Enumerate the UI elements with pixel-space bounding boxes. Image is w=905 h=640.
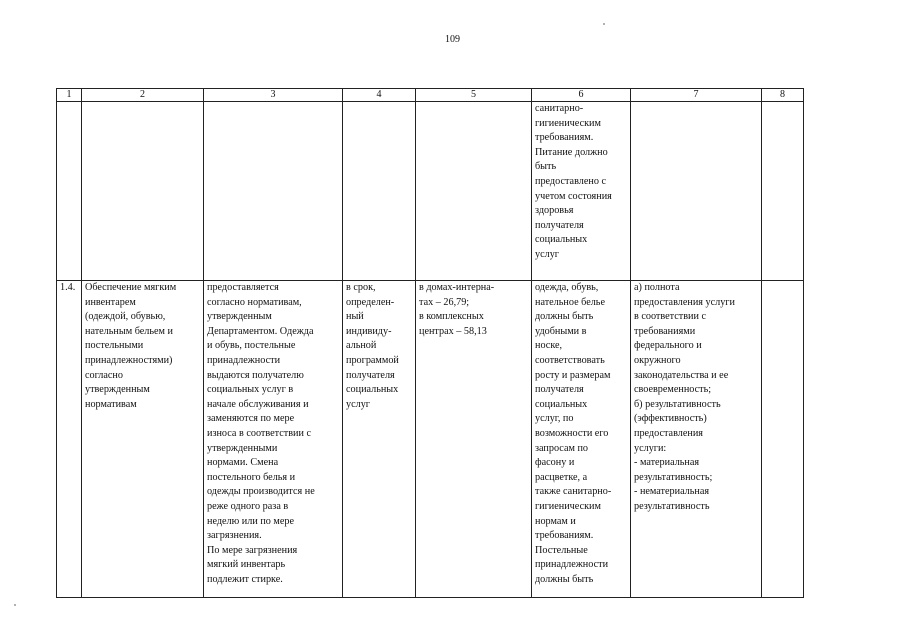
cont-cell-5: [416, 102, 532, 281]
column-header-4: 4: [343, 89, 416, 102]
page-number: 109: [445, 34, 460, 45]
column-number-header-row: [57, 89, 804, 102]
service-tariff: в домах-интерна- тах – 26,79; в комплексных центрах – 58,13: [416, 281, 532, 598]
column-header-1: 1: [57, 89, 82, 102]
services-table: [56, 88, 804, 598]
column-header-2: 2: [82, 89, 204, 102]
column-header-6: 6: [532, 89, 631, 102]
notes-cell: [762, 281, 804, 598]
scan-speck: [603, 23, 605, 25]
item-number: 1.4.: [57, 281, 82, 598]
table-row-1-4: [57, 281, 804, 598]
cont-cell-4: [343, 102, 416, 281]
continuation-row: [57, 102, 804, 281]
cont-cell-3: [204, 102, 343, 281]
column-header-7: 7: [631, 89, 762, 102]
cont-cell-2: [82, 102, 204, 281]
scan-speck: [14, 604, 16, 606]
service-description: предоставляется согласно нормативам, утвержденным Департаментом. Одежда и обувь, постельные принадлежности выдаются получателю социальных услуг в начале обслуживания и заменяются по мере износа в соответствии с утвержденными нормами. Смена постельного белья и одежды производится не реже одного раза в неделю или по мере загрязнения. По мере загрязнения мягкий инвентарь подлежит стирке.: [204, 281, 343, 598]
evaluation-criteria: а) полнота предоставления услуги в соответствии с требованиями федерального и окружного законодательства и ее своевременность; б) результативность (эффективность) предоставления услуги: - материальная результативность; - нематериальная результативность: [631, 281, 762, 598]
cont-quality-requirements: санитарно- гигиеническим требованиям. Питание должно быть предоставлено с учетом состояния здоровья получателя социальных услуг: [532, 102, 631, 281]
cont-cell-7: [631, 102, 762, 281]
quality-requirements: одежда, обувь, нательное белье должны быть удобными в носке, соответствовать росту и размерам получателя социальных услуг, по возможности его запросам по фасону и расцветке, а также санитарно- гигиеническим нормам и требованиям. Постельные принадлежности должны быть: [532, 281, 631, 598]
service-name: Обеспечение мягким инвентарем (одеждой, обувью, нательным бельем и постельными принадлежностями) согласно утвержденным нормативам: [82, 281, 204, 598]
cont-cell-1: [57, 102, 82, 281]
cont-cell-8: [762, 102, 804, 281]
column-header-5: 5: [416, 89, 532, 102]
column-header-3: 3: [204, 89, 343, 102]
column-header-8: 8: [762, 89, 804, 102]
service-term: в срок, определен- ный индивиду- альной программой получателя социальных услуг: [343, 281, 416, 598]
